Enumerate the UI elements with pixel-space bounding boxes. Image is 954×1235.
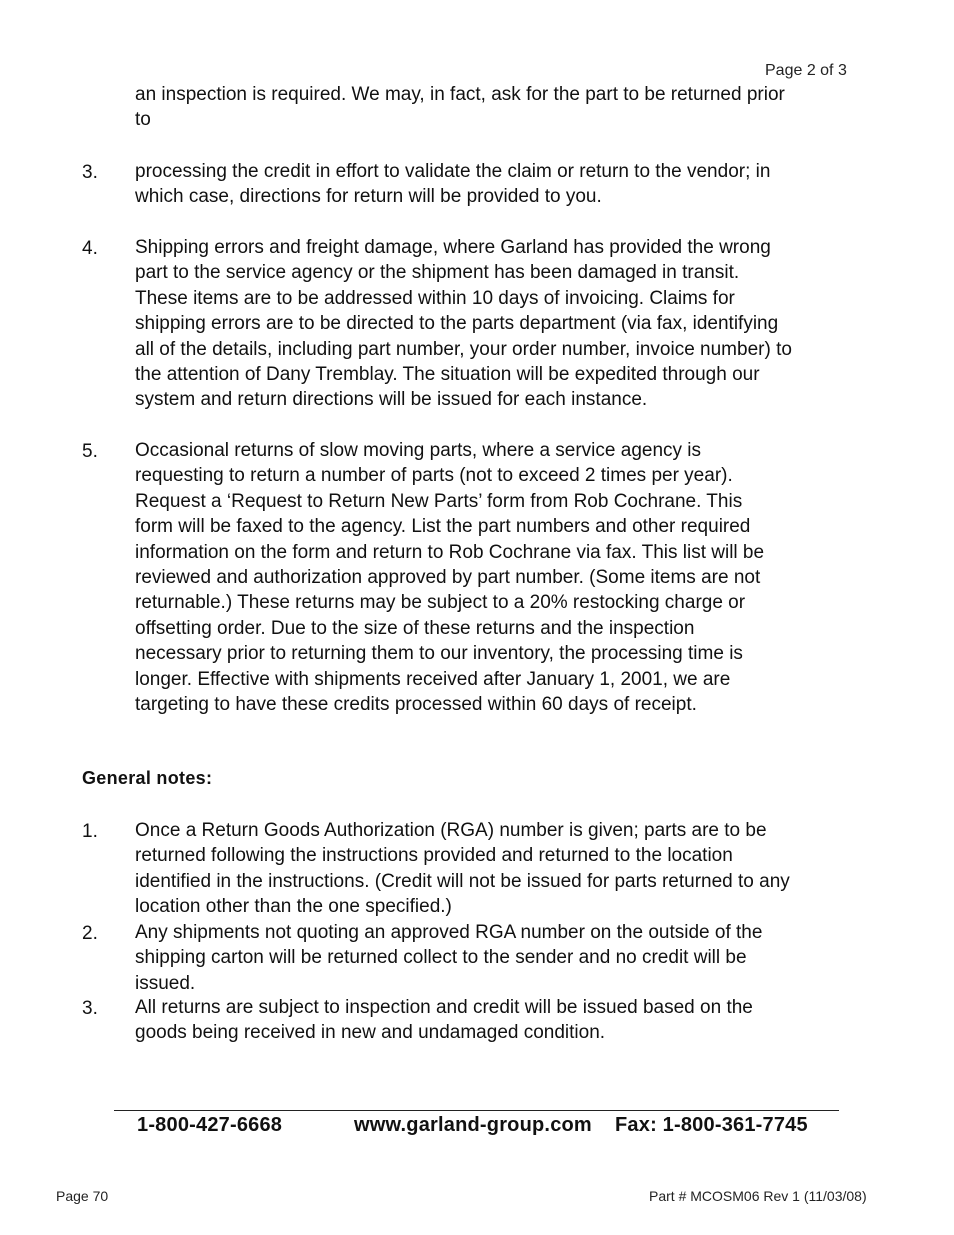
part-number: Part # MCOSM06 Rev 1 (11/03/08) bbox=[649, 1188, 867, 1204]
text-line: longer. Effective with shipments received after January 1, 2001, we are bbox=[135, 668, 731, 690]
page-indicator: Page 2 of 3 bbox=[765, 62, 847, 79]
note-text bbox=[135, 995, 860, 1046]
list-item-number: 4. bbox=[82, 238, 98, 259]
list-item-number: 3. bbox=[82, 162, 98, 183]
text-line: information on the form and return to Rob Cochrane via fax. This list will be bbox=[135, 541, 765, 563]
text-line: These items are to be addressed within 10 days of invoicing. Claims for bbox=[135, 287, 735, 309]
footer-rule bbox=[114, 1110, 839, 1111]
text-line: shipping errors are to be directed to the parts department (via fax, identifying bbox=[135, 313, 779, 335]
list-item-text bbox=[135, 159, 860, 210]
text-line: location other than the one specified.) bbox=[135, 896, 452, 918]
text-line: returned following the instructions provided and returned to the location bbox=[135, 845, 733, 867]
text-line: All returns are subject to inspection and credit will be issued based on the bbox=[135, 997, 753, 1018]
note-number: 1. bbox=[82, 821, 98, 842]
footer-website: www.garland-group.com bbox=[354, 1114, 592, 1136]
text-line: offsetting order. Due to the size of these returns and the inspection bbox=[135, 617, 695, 639]
text-line: issued. bbox=[135, 972, 196, 994]
section-heading: General notes: bbox=[82, 768, 213, 788]
footer-fax: Fax: 1-800-361-7745 bbox=[615, 1114, 808, 1136]
note-text bbox=[135, 920, 860, 996]
page-number: Page 70 bbox=[56, 1188, 109, 1204]
text-line: Occasional returns of slow moving parts, where a service agency is bbox=[135, 440, 702, 461]
text-line: goods being received in new and undamaged condition. bbox=[135, 1022, 606, 1044]
note-text bbox=[135, 818, 860, 920]
text-line: system and return directions will be issued for each instance. bbox=[135, 389, 648, 411]
text-line: identified in the instructions. (Credit will not be issued for parts returned to any bbox=[135, 870, 790, 892]
list-item-text bbox=[135, 438, 860, 717]
text-line: shipping carton will be returned collect to the sender and no credit will be bbox=[135, 947, 747, 969]
text-line: part to the service agency or the shipment has been damaged in transit. bbox=[135, 262, 740, 284]
intro-line: to bbox=[135, 109, 151, 131]
text-line: requesting to return a number of parts (not to exceed 2 times per year). bbox=[135, 465, 733, 487]
text-line: Any shipments not quoting an approved RGA number on the outside of the bbox=[135, 922, 763, 943]
text-line: targeting to have these credits processed within 60 days of receipt. bbox=[135, 694, 697, 716]
text-line: the attention of Dany Tremblay. The situation will be expedited through our bbox=[135, 364, 760, 386]
list-item-text bbox=[135, 235, 860, 413]
text-line: reviewed and authorization approved by part number. (Some items are not bbox=[135, 567, 761, 589]
note-number: 3. bbox=[82, 998, 98, 1019]
intro-paragraph bbox=[135, 82, 860, 133]
text-line: necessary prior to returning them to our inventory, the processing time is bbox=[135, 643, 743, 665]
text-line: all of the details, including part number, your order number, invoice number) to bbox=[135, 338, 792, 360]
text-line: processing the credit in effort to validate the claim or return to the vendor; in bbox=[135, 161, 771, 182]
footer-phone: 1-800-427-6668 bbox=[137, 1114, 283, 1136]
note-number: 2. bbox=[82, 923, 98, 944]
text-line: Once a Return Goods Authorization (RGA) number is given; parts are to be bbox=[135, 820, 767, 841]
text-line: Request a ‘Request to Return New Parts’ form from Rob Cochrane. This bbox=[135, 490, 743, 512]
text-line: form will be faxed to the agency. List the part numbers and other required bbox=[135, 516, 751, 538]
list-item-number: 5. bbox=[82, 441, 98, 462]
text-line: which case, directions for return will be provided to you. bbox=[135, 186, 602, 208]
text-line: Shipping errors and freight damage, where Garland has provided the wrong bbox=[135, 237, 771, 258]
text-line: returnable.) These returns may be subject to a 20% restocking charge or bbox=[135, 592, 746, 614]
intro-line: an inspection is required. We may, in fact, ask for the part to be returned prior bbox=[135, 84, 785, 105]
